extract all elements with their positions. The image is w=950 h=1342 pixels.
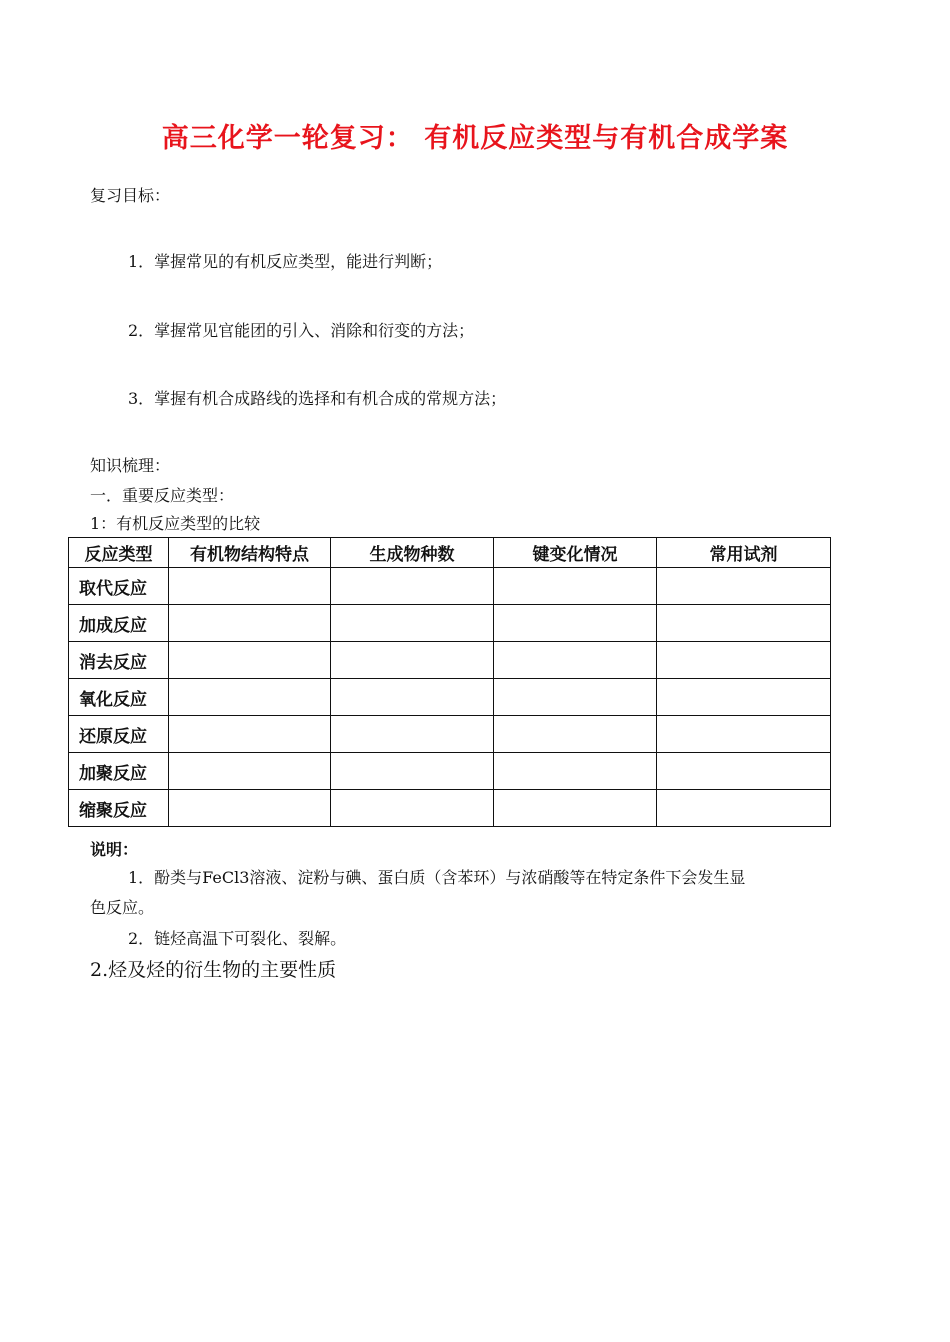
table-row: [69, 716, 831, 753]
section-1-heading: 一．重要反应类型：: [90, 486, 235, 505]
row-label: 缩聚反应: [69, 790, 169, 827]
table-cell[interactable]: [657, 716, 831, 753]
row-label: 消去反应: [69, 642, 169, 679]
note-1-line-2: 色反应。: [90, 898, 155, 917]
table-cell[interactable]: [494, 753, 657, 790]
row-label: 氧化反应: [69, 679, 169, 716]
table-cell[interactable]: [494, 642, 657, 679]
column-header: 生成物种数: [331, 538, 494, 568]
table-row: [69, 753, 831, 790]
row-label: 加成反应: [69, 605, 169, 642]
note-2: 2．链烃高温下可裂化、裂解。: [128, 929, 347, 948]
goal-item-3: 3．掌握有机合成路线的选择和有机合成的常规方法；: [128, 389, 507, 408]
goals-heading: 复习目标：: [90, 186, 171, 205]
table-cell[interactable]: [169, 679, 331, 716]
knowledge-heading: 知识梳理：: [90, 456, 171, 475]
table-cell[interactable]: [331, 642, 494, 679]
table-header-row: [69, 538, 831, 568]
table-cell[interactable]: [657, 790, 831, 827]
table-row: [69, 605, 831, 642]
table-row: [69, 679, 831, 716]
table-row: [69, 568, 831, 605]
table-cell[interactable]: [657, 642, 831, 679]
table-cell[interactable]: [494, 790, 657, 827]
column-header: 有机物结构特点: [169, 538, 331, 568]
column-header: 反应类型: [69, 538, 169, 568]
table-row: [69, 642, 831, 679]
table-cell[interactable]: [331, 568, 494, 605]
goal-item-2: 2．掌握常见官能团的引入、消除和衍变的方法；: [128, 321, 475, 340]
goal-item-1: 1．掌握常见的有机反应类型，能进行判断；: [128, 252, 443, 271]
reaction-types-table: [68, 537, 831, 827]
table-cell[interactable]: [494, 568, 657, 605]
table-cell[interactable]: [494, 679, 657, 716]
table-cell[interactable]: [657, 568, 831, 605]
table-cell[interactable]: [494, 716, 657, 753]
table-row: [69, 790, 831, 827]
table-cell[interactable]: [657, 605, 831, 642]
table-cell[interactable]: [169, 568, 331, 605]
notes-heading: 说明：: [90, 840, 139, 859]
table-cell[interactable]: [494, 605, 657, 642]
table-cell[interactable]: [169, 642, 331, 679]
row-label: 取代反应: [69, 568, 169, 605]
table-cell[interactable]: [657, 753, 831, 790]
document-title: 高三化学一轮复习： 有机反应类型与有机合成学案: [161, 123, 789, 154]
table-cell[interactable]: [657, 679, 831, 716]
table-cell[interactable]: [169, 790, 331, 827]
table-cell[interactable]: [169, 753, 331, 790]
row-label: 加聚反应: [69, 753, 169, 790]
note-1-line-1: 1．酚类与FeCl3溶液、淀粉与碘、蛋白质（含苯环）与浓硝酸等在特定条件下会发生显: [128, 868, 746, 887]
row-label: 还原反应: [69, 716, 169, 753]
subsection-1-heading: 1：有机反应类型的比较: [90, 514, 261, 533]
table-cell[interactable]: [169, 716, 331, 753]
table-cell[interactable]: [331, 605, 494, 642]
table-cell[interactable]: [331, 716, 494, 753]
table-cell[interactable]: [169, 605, 331, 642]
table-cell[interactable]: [331, 790, 494, 827]
table-cell[interactable]: [331, 679, 494, 716]
section-2-heading: 2.烃及烃的衍生物的主要性质: [90, 959, 337, 981]
table-cell[interactable]: [331, 753, 494, 790]
column-header: 键变化情况: [494, 538, 657, 568]
column-header: 常用试剂: [657, 538, 831, 568]
